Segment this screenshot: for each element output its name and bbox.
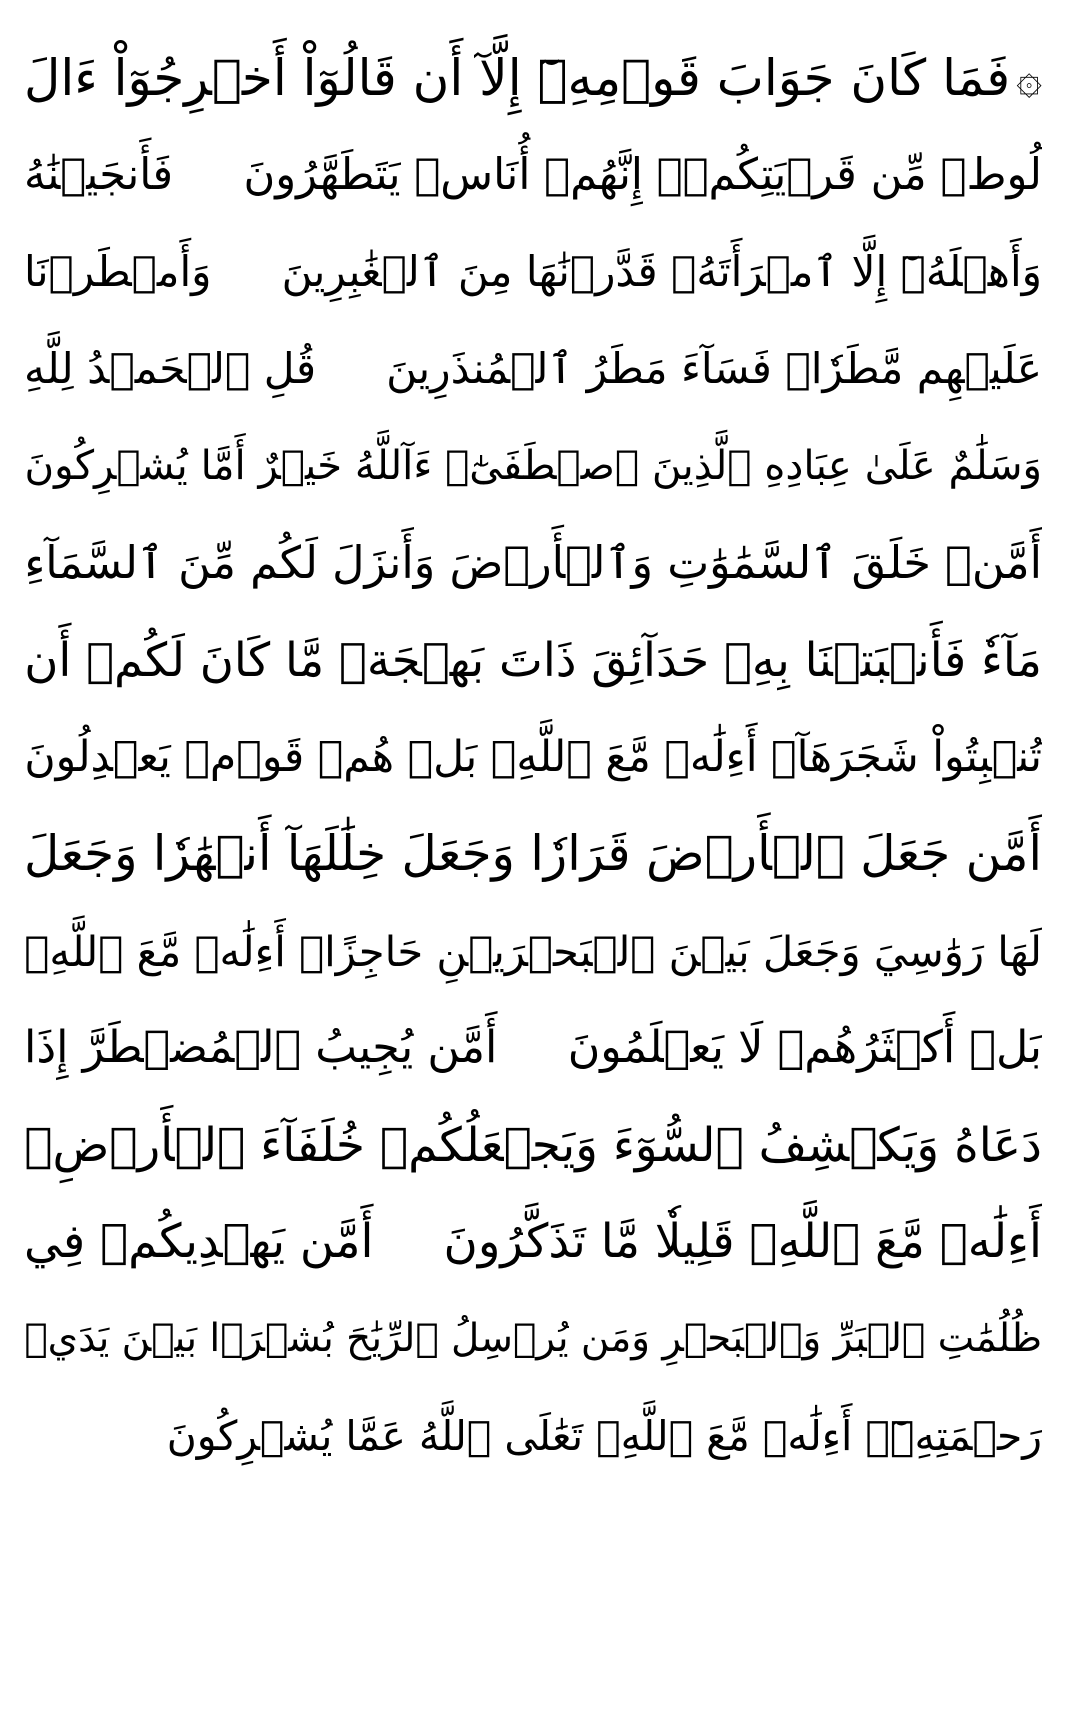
verse-segment: أَمَّن يُجِيبُ ٱلۡمُضۡطَرَّ إِذَا	[24, 1022, 498, 1074]
verse-segment: عَلَيۡهِم مَّطَرٗاۖ فَسَآءَ مَطَرُ ٱلۡمُنذَرِينَ	[386, 344, 1042, 394]
verse-line	[24, 127, 1042, 224]
verse-line	[24, 709, 1042, 806]
verse-segment: أَمَّن جَعَلَ ٱلۡأَرۡضَ قَرَارٗا وَجَعَلَ خِلَٰلَهَآ أَنۡهَٰرٗا وَجَعَلَ	[24, 826, 1042, 883]
verse-line	[24, 30, 1042, 127]
verse-line	[24, 806, 1042, 903]
verse-line	[24, 418, 1042, 515]
verse-line	[24, 515, 1042, 612]
verse-segment: فَأَنجَيۡنَٰهُ	[24, 149, 174, 200]
verse-segment: وَسَلَٰمٌ عَلَىٰ عِبَادِهِ ٱلَّذِينَ ٱصۡطَفَىٰٓۗ ءَآللَّهُ خَيۡرٌ أَمَّا يُشۡرِكُونَ	[24, 442, 1042, 490]
verse-line	[24, 1000, 1042, 1097]
verse-segment: أَءِلَٰهٞ مَّعَ ٱللَّهِۚ قَلِيلٗا مَّا تَذَكَّرُونَ	[443, 1215, 1042, 1270]
verse-lines	[24, 30, 1042, 1485]
verse-segment: قُلِ ٱلۡحَمۡدُ لِلَّهِ	[24, 344, 317, 394]
verse-line	[24, 1388, 1042, 1485]
verse-segment: أَمَّنۡ خَلَقَ ٱلسَّمَٰوَٰتِ وَٱلۡأَرۡضَ وَأَنزَلَ لَكُم مِّنَ ٱلسَّمَآءِ	[24, 537, 1042, 590]
verse-segment: ظُلُمَٰتِ ٱلۡبَرِّ وَٱلۡبَحۡرِ وَمَن يُرۡسِلُ ٱلرِّيَٰحَ بُشۡرَۢا بَيۡنَ يَدَيۡ	[24, 1316, 1042, 1362]
verse-segment: رَحۡمَتِهِۦٓۗ أَءِلَٰهٞ مَّعَ ٱللَّهِۚ تَعَٰلَى ٱللَّهُ عَمَّا يُشۡرِكُونَ	[166, 1412, 1042, 1461]
verse-segment: دَعَاهُ وَيَكۡشِفُ ٱلسُّوٓءَ وَيَجۡعَلُكُمۡ خُلَفَآءَ ٱلۡأَرۡضِۗ	[24, 1117, 1042, 1173]
verse-line	[24, 321, 1042, 418]
verse-segment: لُوطٖ مِّن قَرۡيَتِكُمۡۖ إِنَّهُمۡ أُنَاسٞ يَتَطَهَّرُونَ	[243, 149, 1042, 200]
verse-segment: أَمَّن يَهۡدِيكُمۡ فِي	[24, 1215, 374, 1270]
hizb-marker-icon: ۞	[1016, 53, 1042, 104]
verse-line	[24, 1291, 1042, 1388]
verse-line	[24, 224, 1042, 321]
verse-segment: لَهَا رَوَٰسِيَ وَجَعَلَ بَيۡنَ ٱلۡبَحۡرَيۡنِ حَاجِزًاۗ أَءِلَٰهٞ مَّعَ ٱللَّهِۚ	[24, 926, 1042, 976]
verse-segment: مَآءٗ فَأَنۢبَتۡنَا بِهِۦ حَدَآئِقَ ذَاتَ بَهۡجَةٖ مَّا كَانَ لَكُمۡ أَن	[24, 633, 1042, 688]
verse-line	[24, 1194, 1042, 1291]
verse-line	[24, 612, 1042, 709]
verse-segment: وَأَمۡطَرۡنَا	[24, 247, 212, 297]
verse-segment: فَمَا كَانَ جَوَابَ قَوۡمِهِۦٓ إِلَّآ أَن قَالُوٓاْ أَخۡرِجُوٓاْ ءَالَ	[24, 49, 1011, 108]
verse-segment: بَلۡ أَكۡثَرُهُمۡ لَا يَعۡلَمُونَ	[567, 1022, 1042, 1074]
verse-segment: تُنۢبِتُواْ شَجَرَهَآۗ أَءِلَٰهٞ مَّعَ ٱللَّهِۚ بَلۡ هُمۡ قَوۡمٞ يَعۡدِلُونَ	[24, 732, 1042, 783]
verse-line	[24, 903, 1042, 1000]
verse-line	[24, 1097, 1042, 1194]
verse-segment: وَأَهۡلَهُۥٓ إِلَّا ٱمۡرَأَتَهُۥ قَدَّرۡنَٰهَا مِنَ ٱلۡغَٰبِرِينَ	[281, 247, 1042, 297]
